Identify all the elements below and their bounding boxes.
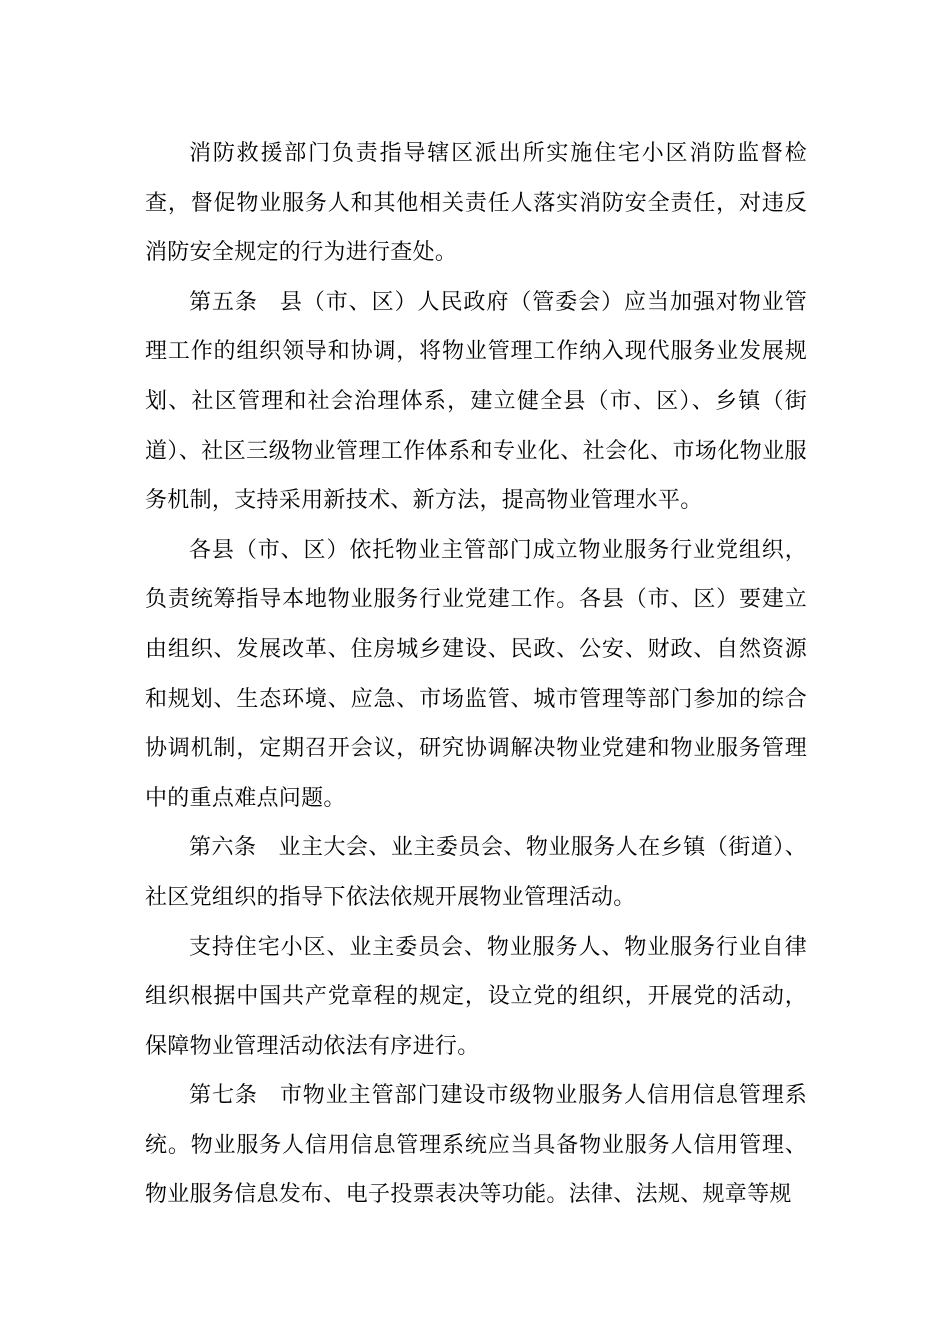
paragraph-text: 市物业主管部门建设市级物业服务人信用信息管理系统。物业服务人信用信息管理系统应当具备物业服务人信用管理、物业服务信息发布、电子投票表决等功能。法律、法规、规章等规 bbox=[145, 1083, 807, 1208]
article-number: 第五条 bbox=[189, 289, 258, 315]
paragraph-fire-rescue bbox=[145, 129, 807, 278]
paragraph-article-5 bbox=[145, 278, 807, 526]
paragraph-article-7 bbox=[145, 1071, 807, 1220]
paragraph-article-6 bbox=[145, 823, 807, 922]
paragraph-text: 业主大会、业主委员会、物业服务人在乡镇（街道）、社区党组织的指导下依法依规开展物业管理活动。 bbox=[145, 835, 807, 910]
paragraph-party-organization bbox=[145, 526, 807, 824]
paragraph-text: 各县（市、区）依托物业主管部门成立物业服务行业党组织，负责统筹指导本地物业服务行业党建工作。各县（市、区）要建立由组织、发展改革、住房城乡建设、民政、公安、财政、自然资源和规划、生态环境、应急、市场监管、城市管理等部门参加的综合协调机制，定期召开会议，研究协调解决物业党建和物业服务管理中的重点难点问题。 bbox=[145, 537, 807, 811]
document-body bbox=[145, 129, 807, 1220]
paragraph-text: 消防救援部门负责指导辖区派出所实施住宅小区消防监督检查，督促物业服务人和其他相关责任人落实消防安全责任，对违反消防安全规定的行为进行查处。 bbox=[145, 141, 807, 266]
paragraph-party-activities bbox=[145, 923, 807, 1072]
paragraph-text: 县（市、区）人民政府（管委会）应当加强对物业管理工作的组织领导和协调，将物业管理工作纳入现代服务业发展规划、社区管理和社会治理体系，建立健全县（市、区）、乡镇（街道）、社区三级物业管理工作体系和专业化、社会化、市场化物业服务机制，支持采用新技术、新方法，提高物业管理水平。 bbox=[145, 289, 807, 514]
paragraph-text: 支持住宅小区、业主委员会、物业服务人、物业服务行业自律组织根据中国共产党章程的规定，设立党的组织，开展党的活动，保障物业管理活动依法有序进行。 bbox=[145, 934, 807, 1059]
article-number: 第七条 bbox=[189, 1083, 258, 1109]
article-number: 第六条 bbox=[189, 835, 257, 861]
